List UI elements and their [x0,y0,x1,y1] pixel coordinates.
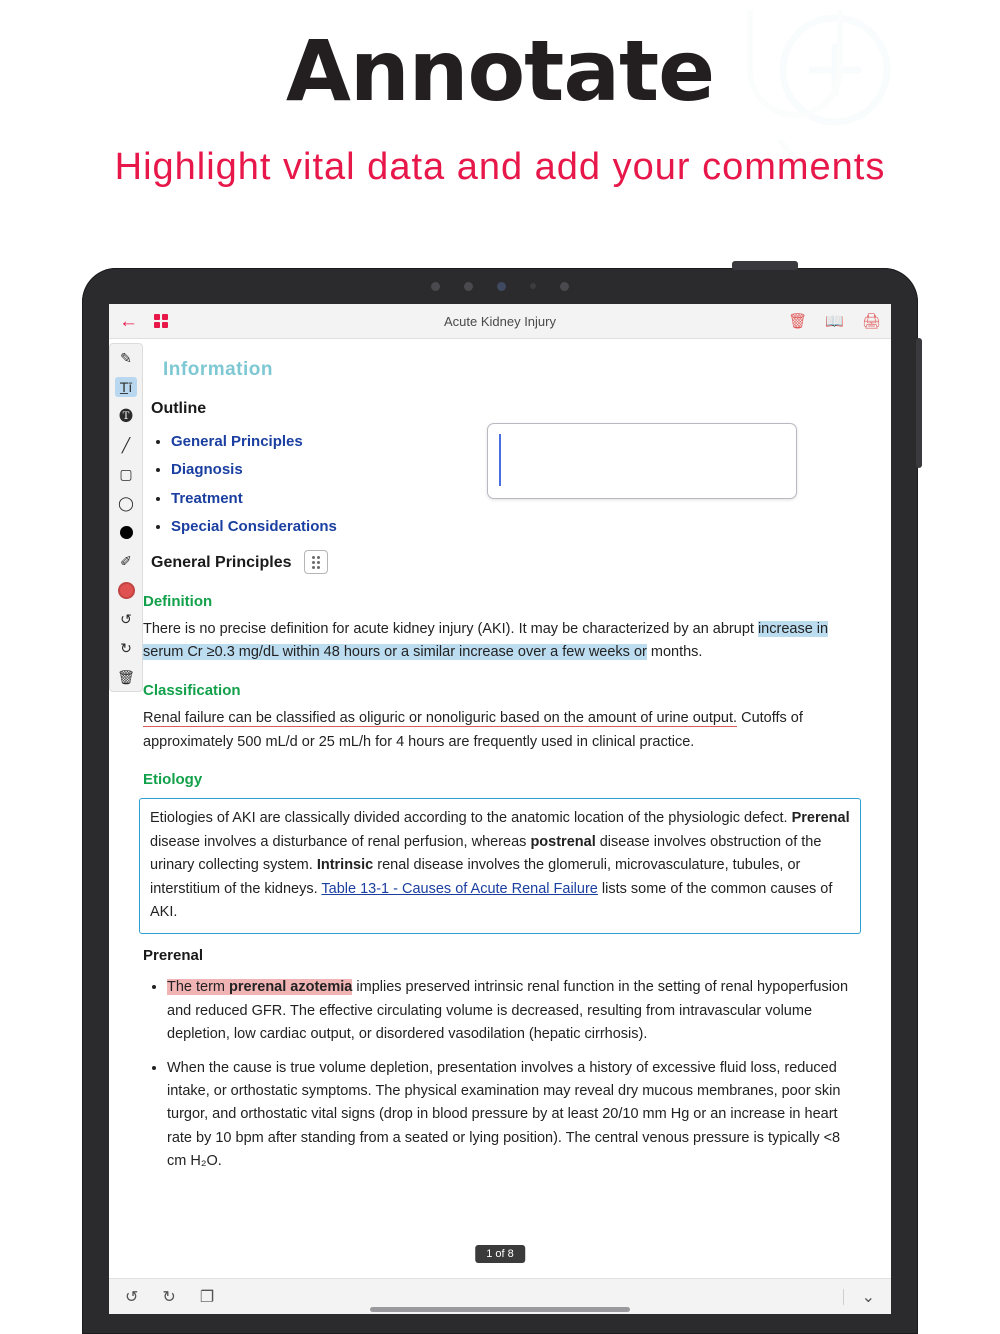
app-toolbar [109,304,891,339]
list-item[interactable] [171,515,863,539]
prerenal-highlight-bold: prerenal azotemia [229,979,353,996]
paragraph-definition [143,618,863,665]
definition-text-2: months. [646,644,703,661]
heading-outline: Outline [151,399,207,417]
outline-list [171,430,863,540]
copy-icon[interactable]: ❐ [199,1288,215,1306]
prerenal-bullet-rest: implies preserved intrinsic renal function in the setting of renal hypoperfusion and reduced GFR. The effective circulating volume is decreased, resulting from intravascular volume depletion, low cardiac output, or disordered vasodilation (hepatic cirrhosis). [167,979,849,1043]
link-table-13-1[interactable]: Table 13-1 - Causes of Acute Renal Failure [321,880,598,897]
etiology-bold-postrenal: postrenal [530,833,596,850]
outline-link-special-considerations[interactable]: Special Considerations [171,518,337,536]
heading-definition: Definition [143,592,213,610]
outline-link-general-principles[interactable]: General Principles [171,432,303,450]
list-item [167,976,863,1046]
front-camera-icon [497,282,506,291]
classification-rest: Cutoffs of approximately 500 mL/d or 25 mL/h for 4 hours are frequently used in clinical practice. [143,710,803,750]
drag-handle-icon[interactable] [304,550,328,574]
chevron-down-icon[interactable]: ⌄ [861,1288,875,1306]
outline-link-treatment[interactable]: Treatment [171,489,243,507]
grid-icon[interactable] [154,314,168,328]
toolbar-divider [843,1289,844,1305]
section-heading-general-principles [151,550,863,576]
page-subtitle: Highlight vital data and add your comments [114,146,886,188]
underline-red-classification: Renal failure can be classified as oliguric or nonoliguric based on the amount of urine output. [143,710,738,727]
ellipse-tool-icon[interactable]: ◯ [118,494,134,511]
print-icon[interactable]: 🖨 [861,312,881,330]
etiology-bold-intrinsic: Intrinsic [316,857,374,874]
etiology-part3: disease involves obstruction of the urinary collecting system. [150,833,822,874]
list-item[interactable] [171,430,863,454]
text-box-tool-icon[interactable]: 🅣 [119,408,133,424]
sensor-dot [530,283,536,289]
highlight-blue-definition: increase in serum Cr ≥0.3 mg/dL within 48 hours or a similar increase over a few weeks or [143,620,829,661]
rectangle-tool-icon[interactable]: ▢ [119,465,133,482]
undo-icon[interactable]: ↺ [125,1288,139,1306]
etiology-annotation-rectangle[interactable] [139,798,861,933]
marketing-header [0,0,1000,250]
delete-tool-icon[interactable]: 🗑 [117,668,135,685]
pen-tool-icon[interactable]: ✎ [120,349,132,366]
page-indicator: 1 of 8 [475,1245,525,1263]
etiology-bold-prerenal: Prerenal [791,810,850,827]
prerenal-highlight-text: The term [167,979,230,996]
document-title: Acute Kidney Injury [443,313,556,329]
highlight-pink-prerenal [167,979,352,995]
definition-text-1: There is no precise definition for acute kidney injury (AKI). It may be characterized by an abrupt [143,620,758,637]
sensor-dot [431,282,440,291]
document-body [109,339,891,1184]
annotation-tool-palette[interactable] [109,343,143,692]
page-title: Annotate [285,22,715,120]
list-item[interactable] [171,487,863,511]
sensor-dot [464,282,473,291]
device-screen [109,304,891,1314]
etiology-part1: Etiologies of AKI are classically divided according to the anatomic location of the physiologic defect. [150,810,792,827]
etiology-part5: lists some of the common causes of AKI. [150,880,833,921]
heading-prerenal: Prerenal [143,946,204,964]
heading-classification: Classification [143,681,241,699]
highlight-text-tool-icon[interactable]: T̲ī [115,377,137,397]
etiology-part4: renal disease involves the glomeruli, microvasculature, tubules, or interstitium of the kidneys. [150,857,801,897]
back-arrow-icon[interactable]: ← [119,310,138,332]
outline-link-diagnosis[interactable]: Diagnosis [171,461,243,479]
sensor-dot [560,282,569,291]
list-item [167,1057,863,1174]
trash-icon[interactable]: 🗑 [788,312,808,330]
section-heading-label: General Principles [151,553,292,571]
heading-information: Information [163,359,273,380]
fill-black-swatch-icon[interactable] [115,522,137,542]
tablet-device-frame [82,268,918,1334]
eraser-tool-icon[interactable]: ✐ [120,552,132,569]
home-indicator [370,1307,630,1312]
bottom-toolbar [109,1278,891,1314]
etiology-part2: disease involves a disturbance of renal perfusion, whereas [150,833,531,850]
undo-tool-icon[interactable]: ↺ [120,610,132,627]
redo-icon[interactable]: ↻ [162,1288,176,1306]
device-sensor-bar [350,268,650,304]
list-item[interactable] [171,458,863,482]
document-viewport[interactable] [109,339,891,1279]
bookmark-icon[interactable]: 📖 [825,312,844,330]
color-red-swatch-icon[interactable] [115,580,137,600]
prerenal-bullet-2-text: When the cause is true volume depletion, presentation involves a history of excessive fluid loss, reduced intake, or orthostatic symptoms. The physical examination may reveal dry mucous membranes, poor skin turgor, and orthostatic vital signs (drop in blood pressure by at least 20/10 mm Hg or an increase in heart rate by 10 bpm after standing from a seated or lying position). The central venous pressure is typically <8 cm H₂O. [167,1059,841,1170]
paragraph-classification [143,707,863,754]
volume-button[interactable] [916,338,922,468]
heading-etiology: Etiology [143,771,203,789]
line-tool-icon[interactable]: ╱ [121,436,131,453]
redo-tool-icon[interactable]: ↻ [120,639,132,656]
prerenal-bullet-list [167,976,863,1174]
power-button[interactable] [732,261,798,270]
